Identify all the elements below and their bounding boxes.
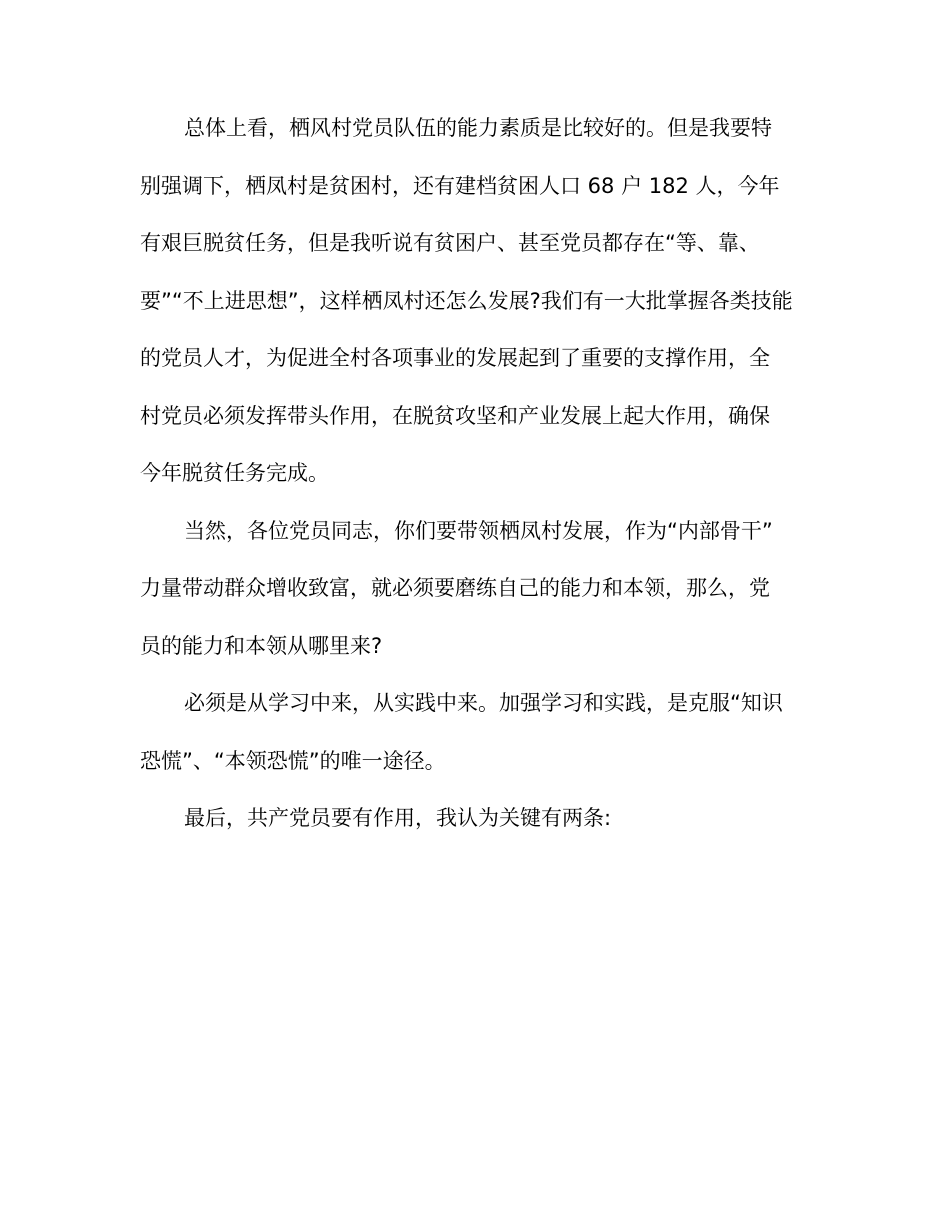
text-line: 当然，各位党员同志，你们要带领栖凤村发展，作为“内部骨干”	[184, 518, 773, 543]
text-line: 总体上看，栖风村党员队伍的能力素质是比较好的。但是我要特	[184, 116, 772, 140]
text-line: 必须是从学习中来，从实践中来。加强学习和实践，是克服“知识	[184, 691, 783, 715]
paragraph-3	[140, 675, 820, 790]
text-line: 今年脱贫任务完成。	[140, 461, 329, 485]
text-line: 的党员人才，为促进全村各项事业的发展起到了重要的支撑作用，全	[140, 346, 770, 370]
text-line: 别强调下，栖凤村是贫困村，还有建档贫困人口 68 户 182 人，今年	[140, 173, 780, 198]
text-line: 员的能力和本领从哪里来?	[140, 633, 383, 658]
text-line: 有艰巨脱贫任务，但是我听说有贫困户、甚至党员都存在“等、靠、	[140, 231, 760, 255]
document-body	[140, 100, 820, 848]
paragraph-1	[140, 100, 820, 503]
paragraph-2	[140, 503, 820, 676]
text-line: 最后，共产党员要有作用，我认为关键有两条:	[184, 806, 612, 830]
paragraph-4	[140, 790, 820, 848]
text-line: 村党员必须发挥带头作用，在脱贫攻坚和产业发展上起大作用，确保	[140, 403, 770, 428]
text-line: 力量带动群众增收致富，就必须要磨练自己的能力和本领，那么，党	[140, 576, 770, 600]
text-line: 要”“不上进思想”，这样栖凤村还怎么发展?我们有一大批掌握各类技能	[140, 288, 793, 313]
text-line: 恐慌”、“本领恐慌”的唯一途径。	[140, 748, 446, 773]
